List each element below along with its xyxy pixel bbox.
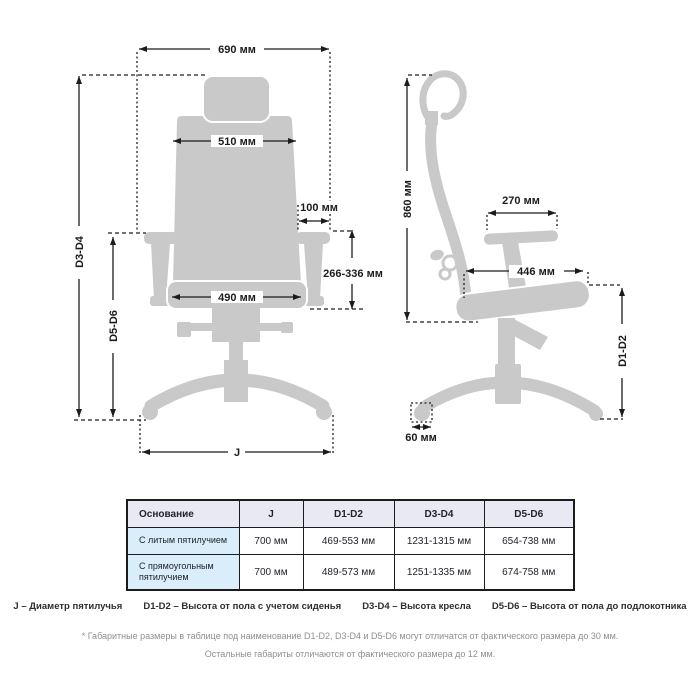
- legend-item-d5d6: D5-D6 – Высота от пола до подлокотника: [491, 601, 687, 612]
- arrowhead: [548, 210, 556, 216]
- side-caster-size-label: 60 мм: [405, 432, 437, 444]
- side-seat-depth-label: 446 мм: [517, 266, 555, 278]
- cell-value: 1251-1335 мм: [394, 555, 484, 591]
- arrowhead: [404, 78, 410, 86]
- front-overall-width-label: 690 мм: [218, 44, 256, 56]
- col-header-d5d6: D5-D6: [484, 500, 574, 528]
- front-backrest-width-label: 510 мм: [218, 136, 256, 148]
- arrowhead: [349, 301, 355, 309]
- front-d5d6-label: D5-D6: [108, 310, 120, 342]
- front-d3d4-label: D3-D4: [74, 236, 86, 268]
- arrowhead: [139, 46, 147, 52]
- armrest-side-pad: [484, 230, 558, 245]
- side-back-height-label: 860 мм: [402, 180, 414, 218]
- table-header-row: [127, 500, 574, 528]
- cell-value: 489-573 мм: [303, 555, 394, 591]
- armrest-left-pad: [144, 232, 178, 244]
- arrowhead: [575, 268, 583, 274]
- cell-value: 700 мм: [239, 528, 303, 555]
- front-base-diameter-label: J: [233, 447, 241, 459]
- arrowhead: [423, 424, 431, 430]
- arrowhead: [321, 218, 329, 224]
- cell-value: 469-553 мм: [303, 528, 394, 555]
- legend-item-d3d4: D3-D4 – Высота кресла: [362, 601, 471, 612]
- col-header-d3d4: D3-D4: [394, 500, 484, 528]
- side-d1d2-label: D1-D2: [617, 335, 629, 367]
- row-label-cast-base: С литым пятилучием: [127, 528, 239, 555]
- col-header-base: Основание: [127, 500, 239, 528]
- footnotes: [0, 627, 700, 663]
- arrowhead: [76, 409, 82, 417]
- legend-item-j: J – Диаметр пятилучья: [13, 601, 123, 612]
- cell-value: 674-758 мм: [484, 555, 574, 591]
- footnote-line-2: Остальные габариты отличаются от фактического размера до 12 мм.: [204, 649, 496, 659]
- arrowhead: [142, 449, 150, 455]
- headrest: [203, 76, 270, 122]
- table-row: [127, 528, 574, 555]
- arrowhead: [323, 449, 331, 455]
- caster-side-left: [414, 405, 430, 421]
- adjuster-ring-bottom: [440, 269, 450, 279]
- arrowhead: [404, 312, 410, 320]
- col-header-j: J: [239, 500, 303, 528]
- arrowhead: [619, 409, 625, 417]
- front-seat-width-label: 490 мм: [218, 292, 256, 304]
- table-row: [127, 555, 574, 591]
- mechanism: [212, 306, 260, 342]
- legend-item-d1d2: D1-D2 – Высота от пола с учетом сиденья: [143, 601, 342, 612]
- arrowhead: [299, 218, 307, 224]
- arrowhead: [619, 288, 625, 296]
- arrowhead: [488, 210, 496, 216]
- footnote-line-1: * Габаритные размеры в таблице под наименование D1-D2, D3-D4 и D5-D6 могут отличатся от фактического размера до 30 мм.: [81, 631, 619, 641]
- caster-left: [142, 404, 158, 420]
- front-armrest-inset-label: 100 мм: [300, 202, 338, 214]
- armrest-right-pad: [296, 232, 330, 244]
- side-armrest-pad-label: 270 мм: [502, 195, 540, 207]
- front-armrest-height-label: 266-336 мм: [323, 268, 383, 280]
- arrowhead: [110, 409, 116, 417]
- arrowhead: [110, 237, 116, 245]
- cell-value: 654-738 мм: [484, 528, 574, 555]
- caster-right: [316, 404, 332, 420]
- arrowhead: [321, 46, 329, 52]
- chair-front-view: [142, 76, 332, 420]
- cell-value: 700 мм: [239, 555, 303, 591]
- gas-lift-side: [498, 318, 515, 366]
- legend: [0, 601, 700, 612]
- col-header-d1d2: D1-D2: [303, 500, 394, 528]
- dimensions-table: [126, 499, 575, 591]
- cell-value: 1231-1315 мм: [394, 528, 484, 555]
- arrowhead: [412, 424, 420, 430]
- chair-side-view: [414, 74, 603, 421]
- row-label-rect-base: С прямоугольным пятилучием: [127, 555, 239, 591]
- arrowhead: [76, 76, 82, 84]
